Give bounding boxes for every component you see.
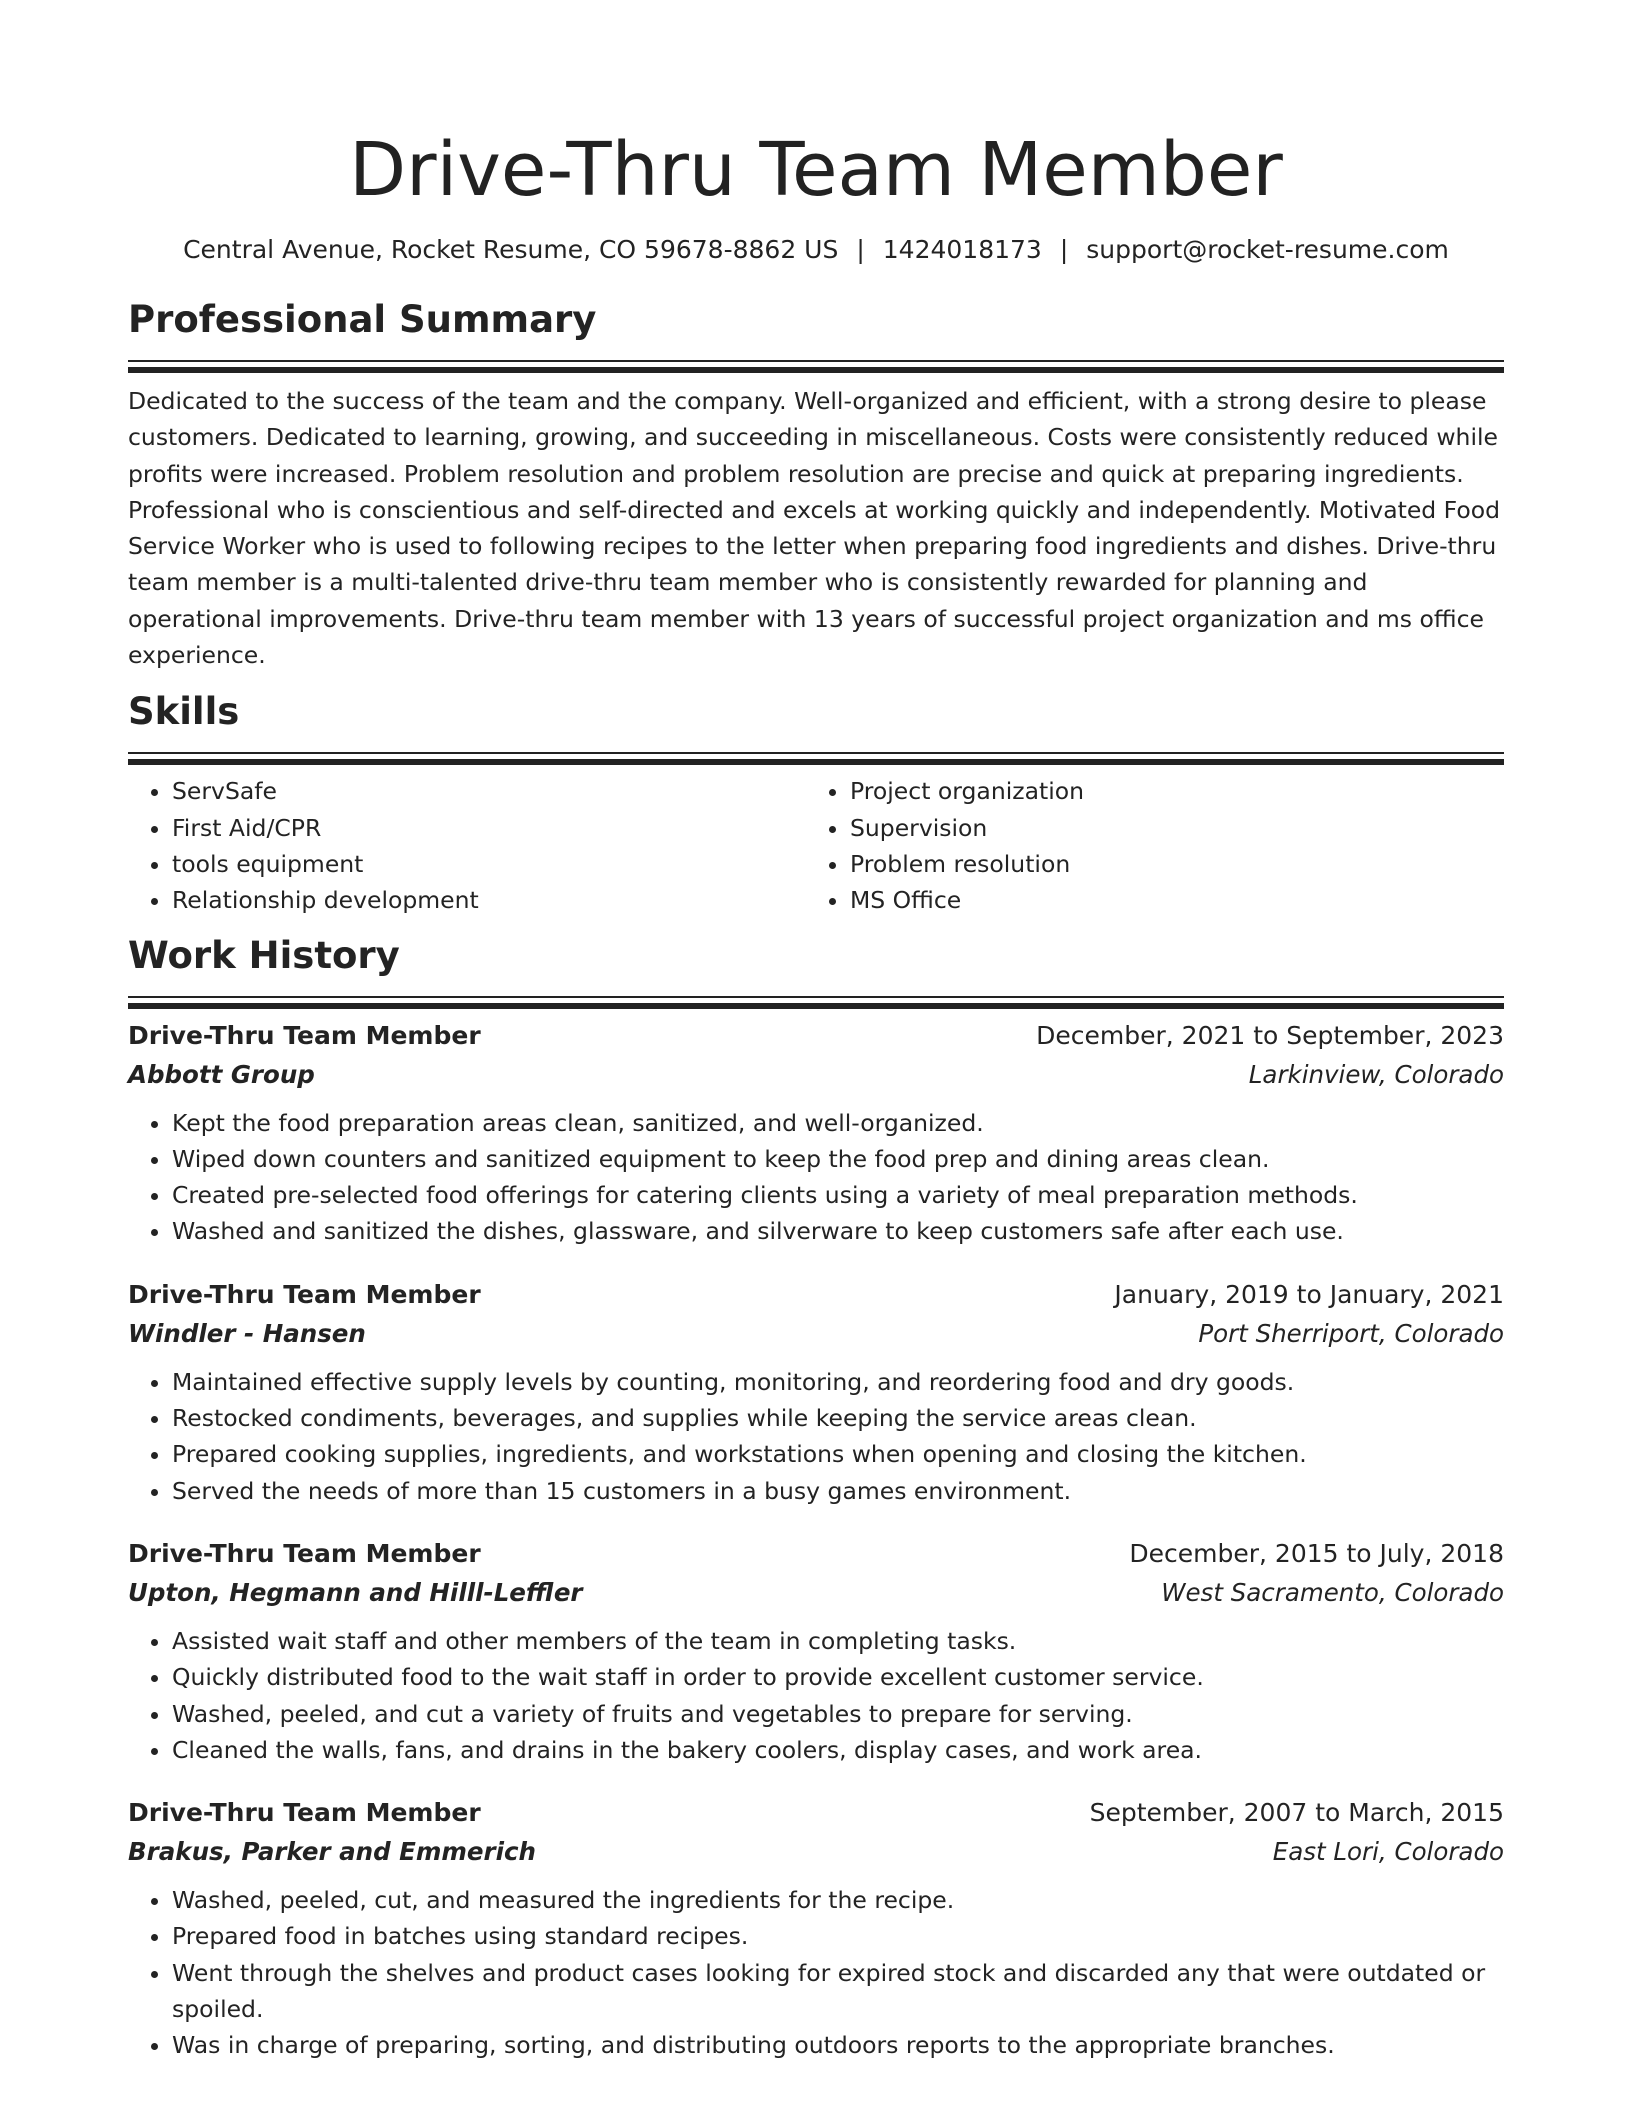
job-dates: December, 2015 to July, 2018 xyxy=(1129,1538,1504,1568)
work-heading: Work History xyxy=(128,933,400,977)
job-bullet: • Washed and sanitized the dishes, glassware, and silverware to keep customers safe after each use. xyxy=(172,1213,1504,1249)
skills-heading: Skills xyxy=(128,690,240,734)
contact-line xyxy=(128,233,1504,267)
job-bullet: • Washed, peeled, cut, and measured the ingredients for the recipe. xyxy=(172,1882,1504,1918)
job-entry xyxy=(128,1794,1504,2063)
work-section xyxy=(128,933,1504,2064)
contact-separator: | xyxy=(856,235,865,264)
job-entry xyxy=(128,1276,1504,1509)
contact-separator: | xyxy=(1059,235,1069,264)
job-company: Abbott Group xyxy=(128,1059,315,1089)
job-entry xyxy=(128,1535,1504,1768)
job-bullet: • Maintained effective supply levels by counting, monitoring, and reordering food and dry goods. xyxy=(172,1364,1504,1400)
job-company: Brakus, Parker and Emmerich xyxy=(128,1837,536,1867)
job-bullet: • Restocked condiments, beverages, and supplies while keeping the service areas clean. xyxy=(172,1400,1504,1436)
job-location: Port Sherriport, Colorado xyxy=(1198,1318,1504,1348)
skill-item: • Project organization xyxy=(850,773,1484,809)
summary-text: Dedicated to the success of the team and the company. Well-organized and efficient, with a strong desire to please customers. Dedicated to learning, growing, and succeeding in miscellaneous. Costs were consistently reduced while profits were increased. Problem resolution and problem resolution are precise and quick at preparing ingredients. Professional who is conscientious and self-directed and excels at working quickly and independently. Motivated Food Service Worker who is used to following recipes to the letter when preparing food ingredients and dishes. Drive-thru team member is a multi-talented drive-thru team member who is consistently rewarded for planning and operational improvements. Drive-thru team member with 13 years of successful project organization and ms office experience. xyxy=(128,387,1501,670)
job-company: Upton, Hegmann and Hilll-Leffler xyxy=(128,1577,583,1607)
job-bullet: • Prepared cooking supplies, ingredients, and workstations when opening and closing the kitchen. xyxy=(172,1436,1504,1472)
job-bullet: • Went through the shelves and product cases looking for expired stock and discarded any that were outdated or spoiled. xyxy=(172,1955,1504,2028)
work-divider xyxy=(128,996,1504,1010)
job-entry xyxy=(128,1017,1504,1250)
job-title: Drive-Thru Team Member xyxy=(128,1798,481,1828)
job-bullet: • Was in charge of preparing, sorting, and distributing outdoors reports to the appropriate branches. xyxy=(172,2027,1504,2063)
resume-title: Drive-Thru Team Member xyxy=(349,127,1283,213)
job-title: Drive-Thru Team Member xyxy=(128,1538,481,1568)
job-bullet: • Quickly distributed food to the wait staff in order to provide excellent customer service. xyxy=(172,1659,1504,1695)
resume-page xyxy=(128,0,1504,2112)
job-bullets xyxy=(128,1623,1504,1768)
job-bullet: • Kept the food preparation areas clean, sanitized, and well-organized. xyxy=(172,1105,1504,1141)
job-bullet: • Created pre-selected food offerings for catering clients using a variety of meal preparation methods. xyxy=(172,1177,1504,1213)
skills-list xyxy=(128,773,1504,918)
job-dates: December, 2021 to September, 2023 xyxy=(1036,1020,1504,1050)
job-location: Larkinview, Colorado xyxy=(1248,1059,1504,1089)
contact-phone: 1424018173 xyxy=(882,235,1042,264)
job-bullet: • Prepared food in batches using standard recipes. xyxy=(172,1918,1504,1954)
skills-section xyxy=(128,689,1504,918)
job-bullets xyxy=(128,1105,1504,1250)
skills-column-left xyxy=(128,773,806,918)
skill-item: • First Aid/CPR xyxy=(172,810,806,846)
job-title: Drive-Thru Team Member xyxy=(128,1020,481,1050)
summary-divider xyxy=(128,360,1504,374)
contact-email[interactable]: support@rocket-resume.com xyxy=(1086,235,1449,264)
skill-item: • Supervision xyxy=(850,810,1484,846)
job-bullet: • Served the needs of more than 15 customers in a busy games environment. xyxy=(172,1473,1504,1509)
job-bullet: • Assisted wait staff and other members of the team in completing tasks. xyxy=(172,1623,1504,1659)
job-location: East Lori, Colorado xyxy=(1272,1837,1504,1867)
job-bullets xyxy=(128,1364,1504,1509)
skill-item: • MS Office xyxy=(850,882,1484,918)
skill-item: • ServSafe xyxy=(172,773,806,809)
job-dates: January, 2019 to January, 2021 xyxy=(1114,1279,1504,1309)
job-title: Drive-Thru Team Member xyxy=(128,1279,481,1309)
job-location: West Sacramento, Colorado xyxy=(1161,1577,1504,1607)
skill-item: • Relationship development xyxy=(172,882,806,918)
skills-column-right xyxy=(806,773,1484,918)
job-bullet: • Cleaned the walls, fans, and drains in the bakery coolers, display cases, and work area. xyxy=(172,1732,1504,1768)
job-bullet: • Wiped down counters and sanitized equipment to keep the food prep and dining areas clean. xyxy=(172,1141,1504,1177)
job-company: Windler - Hansen xyxy=(128,1318,366,1348)
contact-address: Central Avenue, Rocket Resume, CO 59678-8862 US xyxy=(183,235,839,264)
job-bullets xyxy=(128,1882,1504,2063)
skill-item: • tools equipment xyxy=(172,846,806,882)
summary-heading: Professional Summary xyxy=(128,298,597,341)
skills-divider xyxy=(128,752,1504,766)
job-dates: September, 2007 to March, 2015 xyxy=(1089,1798,1504,1828)
skill-item: • Problem resolution xyxy=(850,846,1484,882)
job-bullet: • Washed, peeled, and cut a variety of fruits and vegetables to prepare for serving. xyxy=(172,1696,1504,1732)
summary-section xyxy=(128,297,1504,673)
